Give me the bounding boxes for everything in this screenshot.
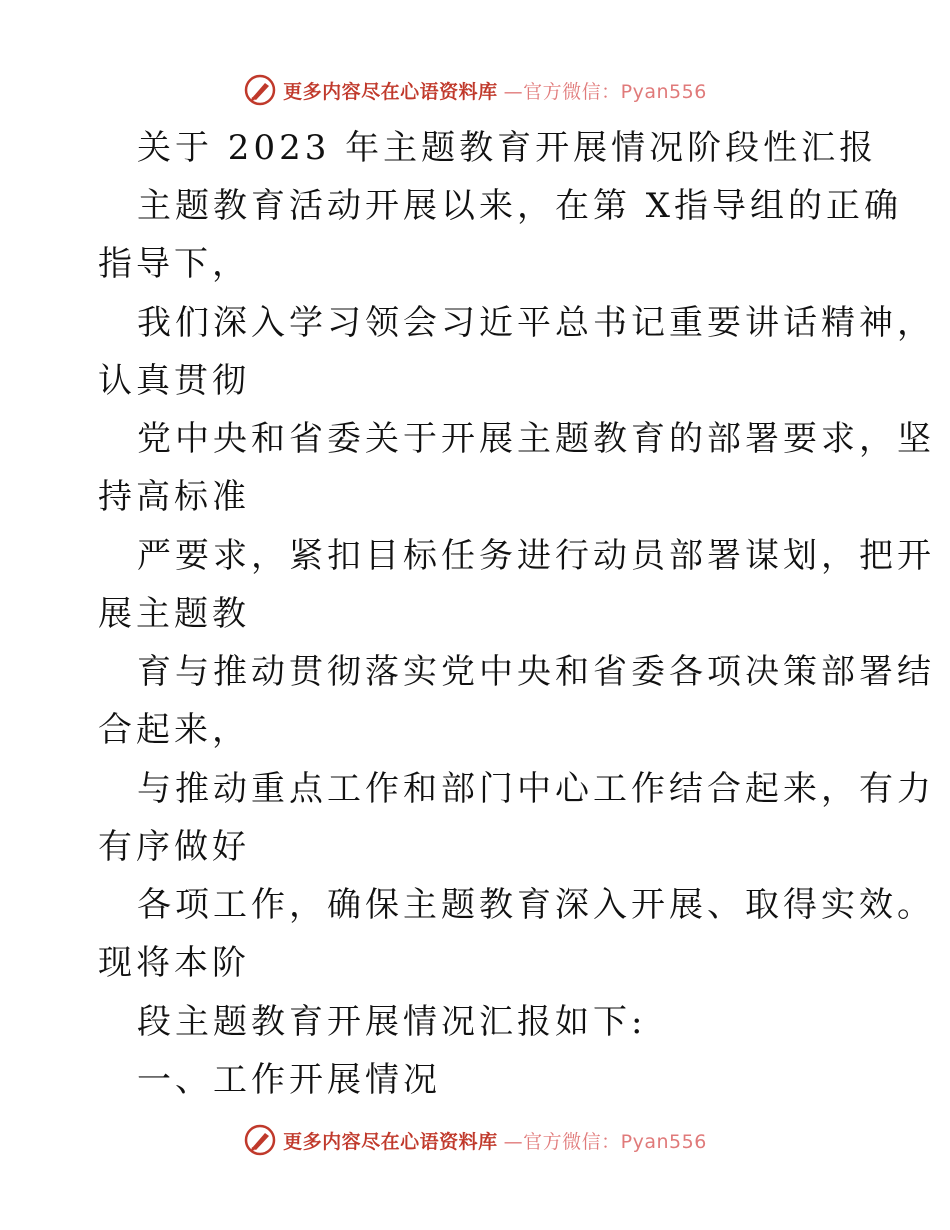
text-line: 展主题教	[98, 594, 250, 634]
text-line: 严要求，紧扣目标任务进行动员部署谋划，把开	[137, 536, 935, 576]
text-line: 我们深入学习领会习近平总书记重要讲话精神，	[137, 303, 935, 343]
section-heading: 一、工作开展情况	[137, 1060, 441, 1100]
watermark-text: 更多内容尽在心语资料库	[283, 80, 498, 103]
text-line: 育与推动贯彻落实党中央和省委各项决策部署结	[137, 652, 935, 692]
text-line: 段主题教育开展情况汇报如下:	[137, 1002, 647, 1042]
document-title: 关于 2023 年主题教育开展情况阶段性汇报	[137, 128, 878, 168]
text-line: 指导下，	[98, 244, 250, 284]
text-line: 现将本阶	[98, 943, 250, 983]
text-line: 合起来，	[98, 710, 250, 750]
text-line: 有序做好	[98, 827, 250, 867]
footer-watermark	[0, 1120, 950, 1160]
text-line: 主题教育活动开展以来，在第 X指导组的正确	[137, 186, 903, 226]
watermark-contact: —官方微信：Pyan556	[503, 80, 707, 103]
text-line: 各项工作，确保主题教育深入开展、取得实效。	[137, 885, 935, 925]
text-line: 持高标准	[98, 477, 250, 517]
pen-seal-icon	[243, 1123, 277, 1157]
text-line: 认真贯彻	[98, 361, 250, 401]
watermark-contact: —官方微信：Pyan556	[503, 1130, 707, 1153]
text-line: 党中央和省委关于开展主题教育的部署要求，坚	[137, 419, 935, 459]
watermark-text: 更多内容尽在心语资料库	[283, 1130, 498, 1153]
pen-seal-icon	[243, 73, 277, 107]
header-watermark	[0, 70, 950, 110]
text-line: 与推动重点工作和部门中心工作结合起来，有力	[137, 769, 935, 809]
